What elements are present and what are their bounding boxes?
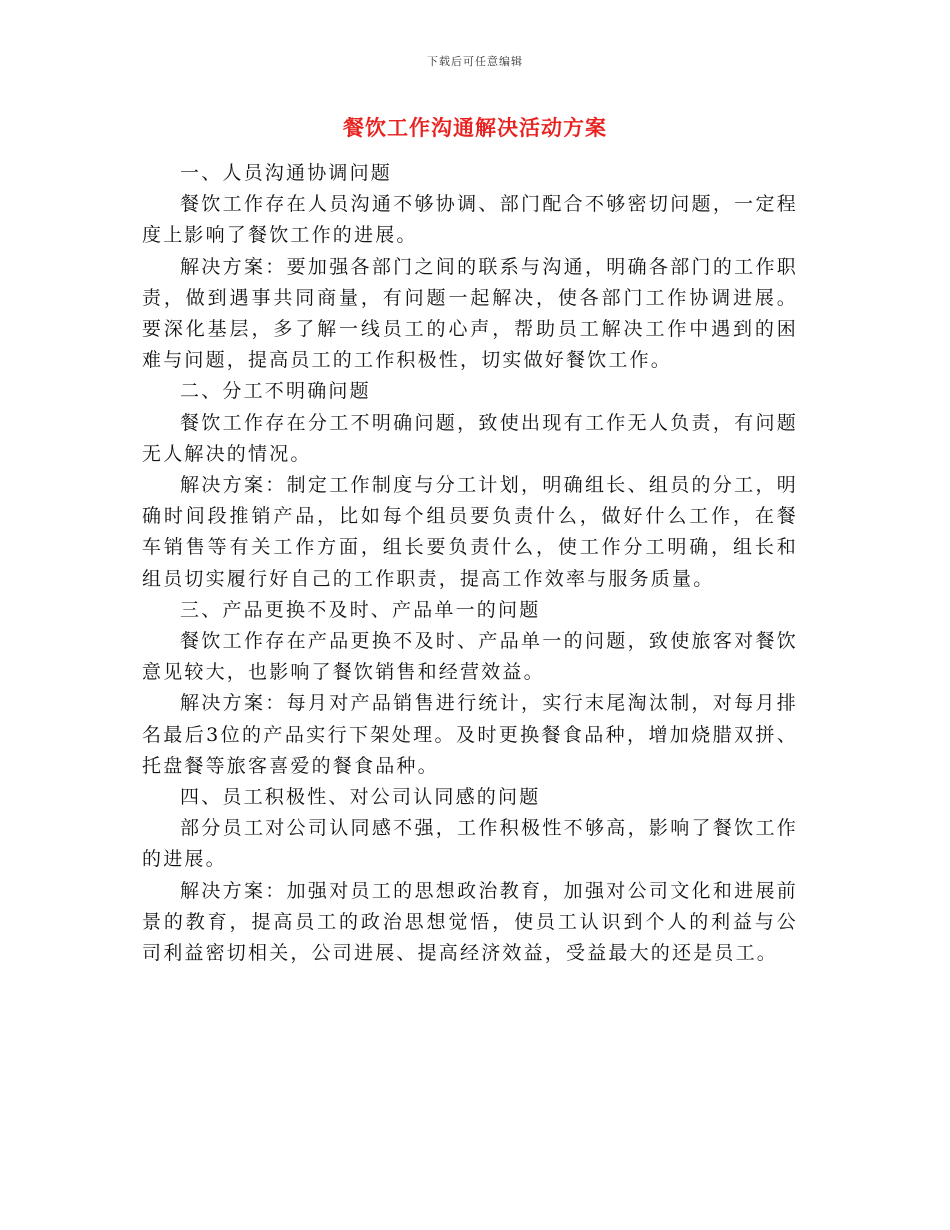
document-title: 餐饮工作沟通解决活动方案: [343, 115, 607, 140]
document-body: [142, 158, 798, 969]
paragraph-solution-2: 解决方案：制定工作制度与分工计划，明确组长、组员的分工，明确时间段推销产品，比如每个组员要负责什么，做好什么工作，在餐车销售等有关工作方面，组长要负责什么，使工作分工明确，组长和组员切实履行好自己的工作职责，提高工作效率与服务质量。: [142, 474, 798, 590]
paragraph-solution-1: 解决方案：要加强各部门之间的联系与沟通，明确各部门的工作职责，做到遇事共同商量，有问题一起解决，使各部门工作协调进展。要深化基层，多了解一线员工的心声，帮助员工解决工作中遇到的困难与问题，提高员工的工作积极性，切实做好餐饮工作。: [142, 255, 798, 372]
paragraph-problem-2: 餐饮工作存在分工不明确问题，致使出现有工作无人负责，有问题无人解决的情况。: [142, 411, 798, 465]
paragraph-problem-1: 餐饮工作存在人员沟通不够协调、部门配合不够密切问题，一定程度上影响了餐饮工作的进展。: [142, 193, 798, 247]
section-heading-2: 二、分工不明确问题: [180, 380, 371, 403]
paragraph-solution-3: 解决方案：每月对产品销售进行统计，实行末尾淘汰制，对每月排名最后3位的产品实行下架处理。及时更换餐食品种，增加烧腊双拼、托盘餐等旅客喜爱的餐食品种。: [142, 692, 798, 777]
header-note: 下载后可任意编辑: [427, 55, 523, 68]
paragraph-solution-4: 解决方案：加强对员工的思想政治教育，加强对公司文化和进展前景的教育，提高员工的政治思想觉悟，使员工认识到个人的利益与公司利益密切相关，公司进展、提高经济效益，受益最大的还是员工。: [142, 879, 798, 965]
paragraph-problem-3: 餐饮工作存在产品更换不及时、产品单一的问题，致使旅客对餐饮意见较大，也影响了餐饮销售和经营效益。: [142, 630, 798, 684]
section-heading-1: 一、人员沟通协调问题: [180, 162, 393, 184]
section-heading-4: 四、员工积极性、对公司认同感的问题: [180, 786, 541, 809]
section-heading-3: 三、产品更换不及时、产品单一的问题: [180, 598, 541, 621]
paragraph-problem-4: 部分员工对公司认同感不强，工作积极性不够高，影响了餐饮工作的进展。: [142, 817, 798, 871]
